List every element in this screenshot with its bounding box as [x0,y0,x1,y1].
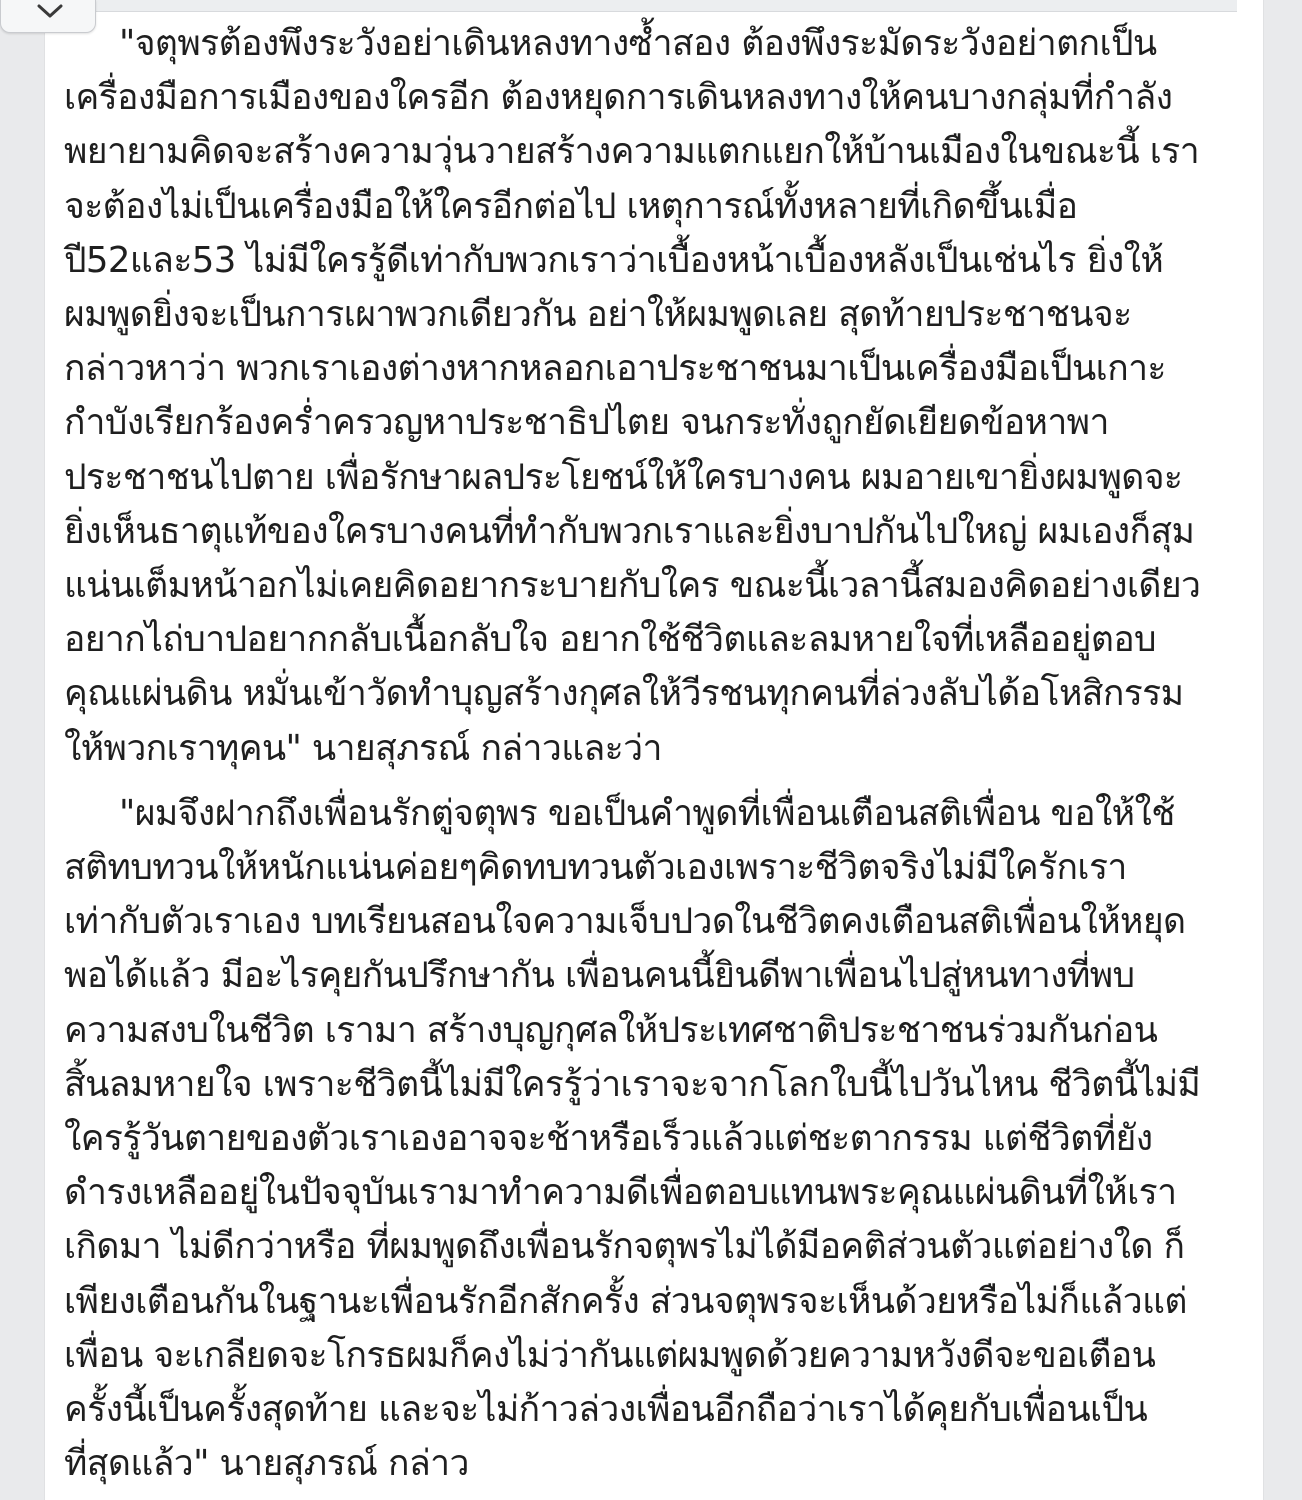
top-toolbar [94,0,1237,12]
chevron-down-icon [37,3,63,19]
article-body [64,17,1240,1491]
article-paragraph: "จตุพรต้องพึงระวังอย่าเดินหลงทางซ้ำสอง ต้องพึงระมัดระวังอย่าตกเป็น เครื่องมือการเมืองของใครอีก ต้องหยุดการเดินหลงทางให้คนบางกลุ่มที่กำลัง พยายามคิดจะสร้างความวุ่นวายสร้างความแตกแยกให้บ้านเมืองในขณะนี้ เรา จะต้องไม่เป็นเครื่องมือให้ใครอีกต่อไป เหตุการณ์ทั้งหลายที่เกิดขึ้นเมื่อ ปี52และ53 ไม่มีใครรู้ดีเท่ากับพวกเราว่าเบื้องหน้าเบื้องหลังเป็นเช่นไร ยิ่งให้ ผมพูดยิ่งจะเป็นการเผาพวกเดียวกัน อย่าให้ผมพูดเลย สุดท้ายประชาชนจะ กล่าวหาว่า พวกเราเองต่างหากหลอกเอาประชาชนมาเป็นเครื่องมือเป็นเกาะ กำบังเรียกร้องคร่ำครวญหาประชาธิปไตย จนกระทั่งถูกยัดเยียดข้อหาพา ประชาชนไปตาย เพื่อรักษาผลประโยชน์ให้ใครบางคน ผมอายเขายิ่งผมพูดจะ ยิ่งเห็นธาตุแท้ของใครบางคนที่ทำกับพวกเราและยิ่งบาปกันไปใหญ่ ผมเองก็สุม แน่นเต็มหน้าอกไม่เคยคิดอยากระบายกับใคร ขณะนี้เวลานี้สมองคิดอย่างเดียว อยากไถ่บาปอยากกลับเนื้อกลับใจ อยากใช้ชีวิตและลมหายใจที่เหลืออยู่ตอบ คุณแผ่นดิน หมั่นเข้าวัดทำบุญสร้างกุศลให้วีรชนทุกคนที่ล่วงลับได้อโหสิกรรม ให้พวกเราทุคน" นายสุภรณ์ กล่าวและว่า [64,23,1201,769]
article-paragraph: "ผมจึงฝากถึงเพื่อนรักตู่จตุพร ขอเป็นคำพูดที่เพื่อนเตือนสติเพื่อน ขอให้ใช้ สติทบทวนให้หนักแน่นค่อยๆคิดทบทวนตัวเองเพราะชีวิตจริงไม่มีใครักเรา เท่ากับตัวเราเอง บทเรียนสอนใจความเจ็บปวดในชีวิตคงเตือนสติเพื่อนให้หยุด พอได้แล้ว มีอะไรคุยกันปรึกษากัน เพื่อนคนนี้ยินดีพาเพื่อนไปสู่หนทางที่พบ ความสงบในชีวิต เรามา สร้างบุญกุศลให้ประเทศชาติประชาชนร่วมกันก่อน สิ้นลมหายใจ เพราะชีวิตนี้ไม่มีใครรู้ว่าเราจะจากโลกใบนี้ไปวันไหน ชีวิตนี้ไม่มี ใครรู้วันตายของตัวเราเองอาจจะช้าหรือเร็วแล้วแต่ชะตากรรม แต่ชีวิตที่ยัง ดำรงเหลืออยู่ในปัจจุบันเรามาทำความดีเพื่อตอบแทนพระคุณแผ่นดินที่ให้เรา เกิดมา ไม่ดีกว่าหรือ ที่ผมพูดถึงเพื่อนรักจตุพรไม่ได้มีอคติส่วนตัวแต่อย่างใด ก็ เพียงเตือนกันในฐานะเพื่อนรักอีกสักครั้ง ส่วนจตุพรจะเห็นด้วยหรือไม่ก็แล้วแต่ เพื่อน จะเกลียดจะโกรธผมก็คงไม่ว่ากันแต่ผมพูดด้วยความหวังดีจะขอเตือน ครั้งนี้เป็นครั้งสุดท้าย และจะไม่ก้าวล่วงเพื่อนอีกถือว่าเราได้คุยกับเพื่อนเป็น ที่สุดแล้ว" นายสุภรณ์ กล่าว [64,792,1201,1485]
